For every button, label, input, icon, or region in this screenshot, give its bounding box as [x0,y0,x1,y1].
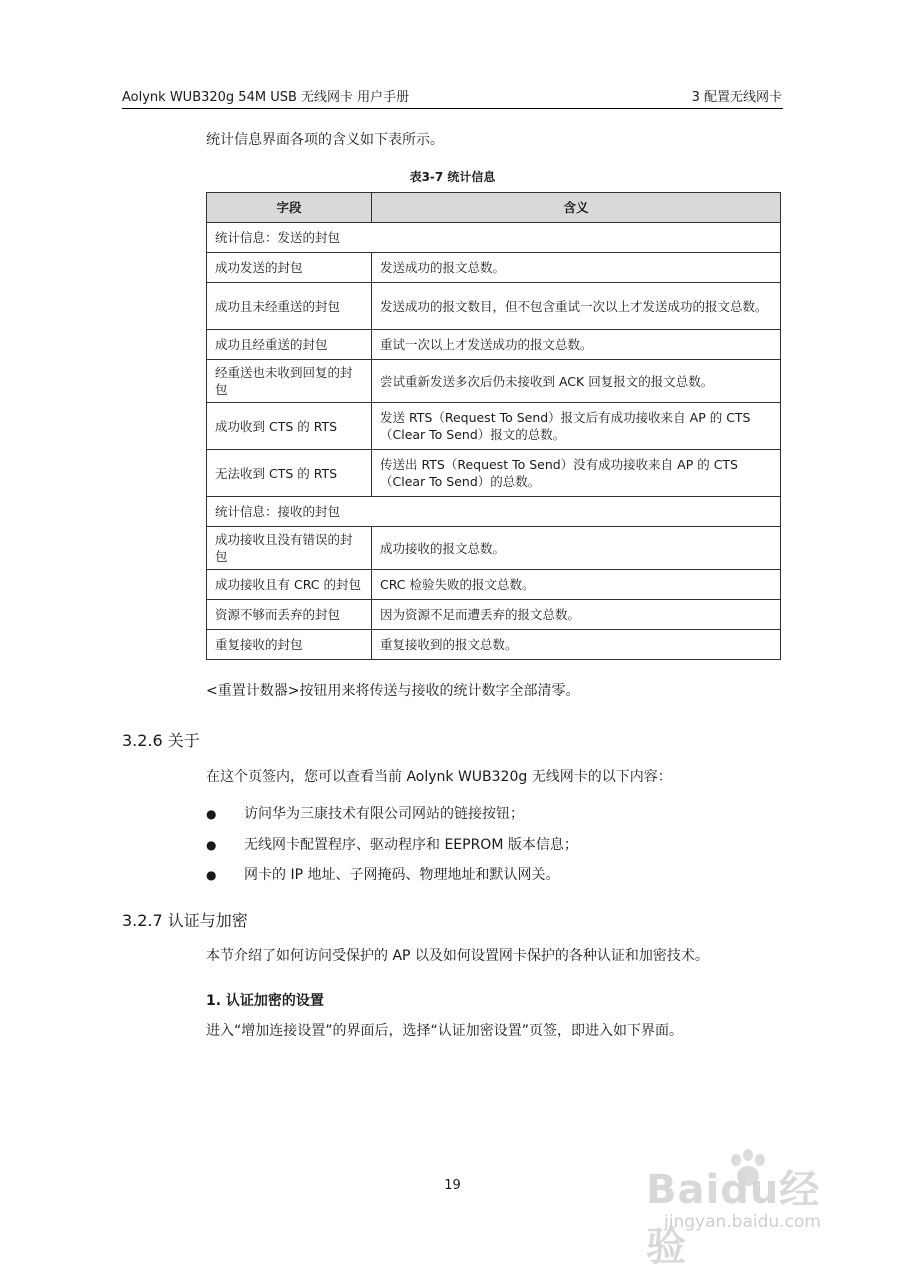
field-cell: 重复接收的封包 [207,630,372,660]
list-item-text: 访问华为三康技术有限公司网站的链接按钮； [244,806,524,822]
list-item [206,834,578,854]
table-row [207,630,781,660]
group-label: 统计信息：发送的封包 [207,223,781,253]
bullet-icon: ● [206,838,217,852]
group-row-receive [207,497,781,527]
table-intro-text: 统计信息界面各项的含义如下表所示。 [206,132,444,148]
watermark-logo-text: Baidu经验 [646,1167,821,1270]
table-row [207,450,781,497]
table-row [207,600,781,630]
meaning-cell: 发送成功的报文总数。 [372,253,781,283]
page-number: 19 [444,1178,461,1193]
page-header [122,86,782,106]
meaning-cell: 重复接收到的报文总数。 [372,630,781,660]
list-item-text: 无线网卡配置程序、驱动程序和 EEPROM 版本信息； [244,837,578,853]
table-row [207,330,781,360]
table-row [207,403,781,450]
header-document-title: Aolynk WUB320g 54M USB 无线网卡 用户手册 [122,90,410,105]
field-cell: 经重送也未收到回复的封包 [207,360,372,403]
subheading-auth-settings: 1. 认证加密的设置 [206,993,324,1009]
meaning-cell: 传送出 RTS（Request To Send）没有成功接收来自 AP 的 CTS（Clear To Send）的总数。 [372,450,781,497]
reset-counter-note: <重置计数器>按钮用来将传送与接收的统计数字全部清零。 [206,683,580,699]
column-header-field: 字段 [207,193,372,223]
table-row [207,360,781,403]
meaning-cell: 发送成功的报文数目，但不包含重试一次以上才发送成功的报文总数。 [372,283,781,330]
bullet-icon: ● [206,868,217,882]
field-cell: 成功收到 CTS 的 RTS [207,403,372,450]
meaning-cell: 尝试重新发送多次后仍未接收到 ACK 回复报文的报文总数。 [372,360,781,403]
list-item-text: 网卡的 IP 地址、子网掩码、物理地址和默认网关。 [244,867,560,883]
statistics-table [206,192,781,660]
table-row [207,253,781,283]
meaning-cell: 发送 RTS（Request To Send）报文后有成功接收来自 AP 的 CTS（Clear To Send）报文的总数。 [372,403,781,450]
section-heading-auth: 3.2.7 认证与加密 [122,911,248,930]
field-cell: 成功接收且有 CRC 的封包 [207,570,372,600]
group-label: 统计信息：接收的封包 [207,497,781,527]
field-cell: 成功发送的封包 [207,253,372,283]
baidu-watermark [640,1148,860,1270]
auth-intro-text: 本节介绍了如何访问受保护的 AP 以及如何设置网卡保护的各种认证和加密技术。 [206,948,709,964]
meaning-cell: 重试一次以上才发送成功的报文总数。 [372,330,781,360]
field-cell: 无法收到 CTS 的 RTS [207,450,372,497]
section-heading-about: 3.2.6 关于 [122,731,200,750]
table-row [207,570,781,600]
meaning-cell: CRC 检验失败的报文总数。 [372,570,781,600]
field-cell: 成功且经重送的封包 [207,330,372,360]
meaning-cell: 因为资源不足而遭丢弃的报文总数。 [372,600,781,630]
bullet-icon: ● [206,807,217,821]
table-caption: 表3-7 统计信息 [409,170,496,184]
meaning-cell: 成功接收的报文总数。 [372,527,781,570]
list-item [206,803,524,823]
field-cell: 资源不够而丢弃的封包 [207,600,372,630]
watermark-url: jingyan.baidu.com [664,1212,821,1232]
table-row [207,527,781,570]
header-rule [122,108,783,109]
auth-settings-text: 进入“增加连接设置”的界面后，选择“认证加密设置”页签，即进入如下界面。 [206,1023,684,1039]
group-row-send [207,223,781,253]
header-chapter-title: 3 配置无线网卡 [691,90,782,105]
column-header-meaning: 含义 [372,193,781,223]
table-header-row [207,193,781,223]
field-cell: 成功接收且没有错误的封包 [207,527,372,570]
list-item [206,864,559,884]
field-cell: 成功且未经重送的封包 [207,283,372,330]
table-row [207,283,781,330]
about-intro-text: 在这个页签内，您可以查看当前 Aolynk WUB320g 无线网卡的以下内容： [206,769,672,785]
